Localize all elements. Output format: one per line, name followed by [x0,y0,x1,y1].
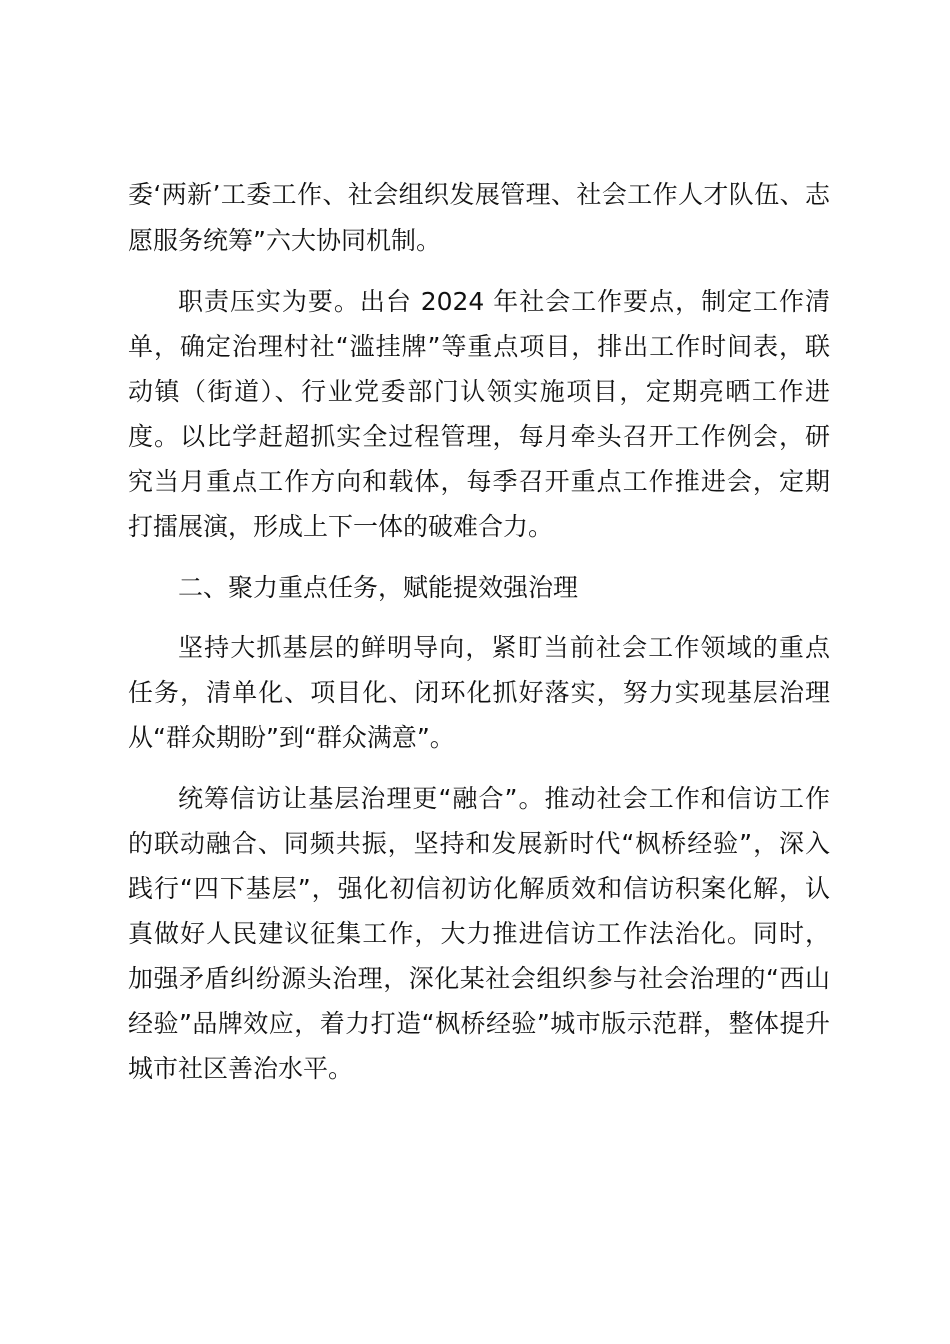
paragraph-line: 城市社区善治水平。 [128,1054,354,1083]
paragraph-line: 委‘两新’工委工作、社会组织发展管理、社会工作人才队伍、志 [128,180,830,209]
paragraph-line: 真做好人民建议征集工作，大力推进信访工作法治化。同时， [128,919,830,948]
paragraph-line: 从“群众期盼”到“群众满意”。 [128,723,455,752]
paragraph-line: 的联动融合、同频共振，坚持和发展新时代“枫桥经验”，深入 [128,829,830,858]
section-heading: 二、聚力重点任务，赋能提效强治理 [178,573,579,602]
paragraph-line: 经验”品牌效应，着力打造“枫桥经验”城市版示范群，整体提升 [128,1009,830,1038]
paragraph-line: 统筹信访让基层治理更“融合”。推动社会工作和信访工作 [178,784,830,813]
paragraph-line: 单，确定治理村社“滥挂牌”等重点项目，排出工作时间表，联 [128,332,830,361]
paragraph-line: 打擂展演，形成上下一体的破难合力。 [128,512,554,541]
paragraph-line: 愿服务统筹”六大协同机制。 [128,226,441,255]
paragraph-line: 践行“四下基层”，强化初信初访化解质效和信访积案化解，认 [128,874,830,903]
paragraph-line: 任务，清单化、项目化、闭环化抓好落实，努力实现基层治理 [128,678,830,707]
paragraph-line: 坚持大抓基层的鲜明导向，紧盯当前社会工作领域的重点 [178,633,830,662]
paragraph-line: 究当月重点工作方向和载体，每季召开重点工作推进会，定期 [128,467,830,496]
paragraph-line: 加强矛盾纠纷源头治理，深化某社会组织参与社会治理的“西山 [128,964,830,993]
paragraph-line: 职责压实为要。出台 2024 年社会工作要点，制定工作清 [178,287,830,316]
paragraph-line: 动镇（街道）、行业党委部门认领实施项目，定期亮晒工作进 [128,377,830,406]
paragraph-line: 度。以比学赶超抓实全过程管理，每月牵头召开工作例会，研 [128,422,830,451]
